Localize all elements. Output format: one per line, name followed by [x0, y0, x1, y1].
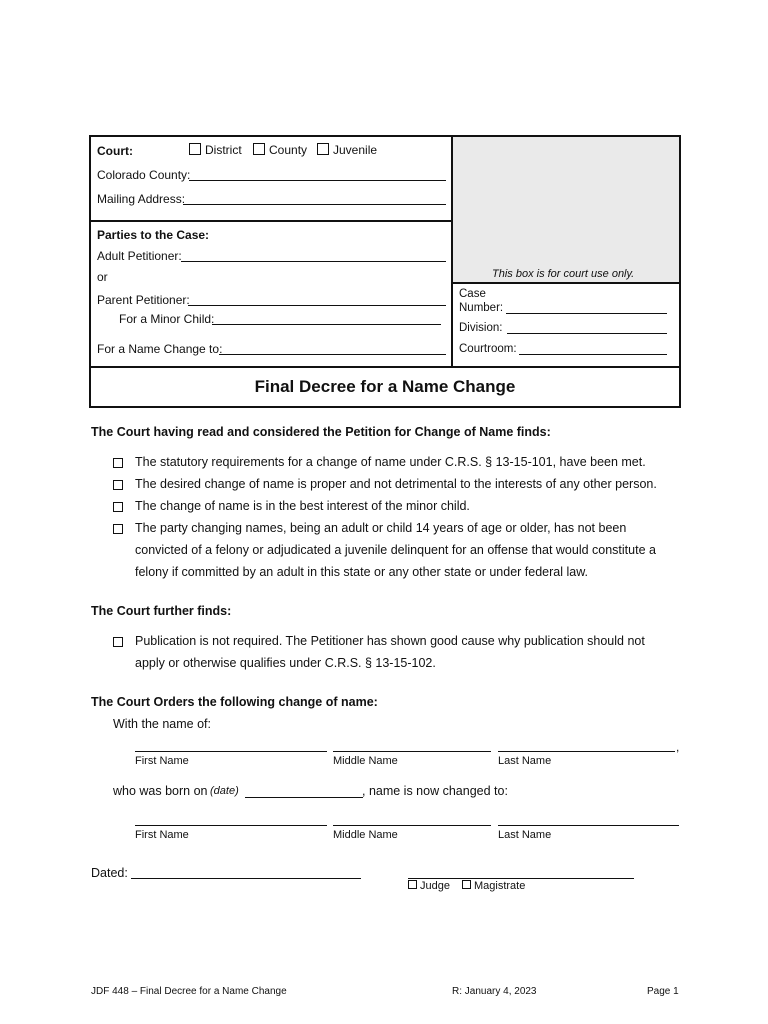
case-label-line1: Case [459, 288, 486, 300]
name-comma: , [676, 740, 680, 754]
judge-label: Judge [420, 880, 450, 892]
district-checkbox[interactable] [189, 143, 201, 155]
juvenile-checkbox[interactable] [317, 143, 329, 155]
court-option-county[interactable] [253, 143, 307, 157]
name-change-to-label: For a Name Change to: [97, 342, 223, 356]
county-label: County [269, 143, 308, 157]
division-field[interactable] [507, 333, 667, 334]
court-option-district[interactable] [189, 143, 242, 157]
finding-2-checkbox[interactable] [113, 480, 123, 490]
new-first-name-label: First Name [135, 829, 189, 841]
footer-revision: R: January 4, 2023 [452, 986, 537, 997]
court-use-box [453, 137, 679, 283]
current-first-name-label: First Name [135, 755, 189, 767]
county-checkbox[interactable] [253, 143, 265, 155]
current-first-name-field[interactable] [135, 751, 327, 752]
case-label-line2: Number: [459, 302, 504, 314]
born-prefix: who was born on [113, 784, 208, 798]
findings-heading: The Court having read and considered the Petition for Change of Name finds: [91, 425, 551, 439]
footer-form-id: JDF 448 – Final Decree for a Name Change [91, 986, 287, 997]
adult-petitioner-label: Adult Petitioner: [97, 249, 182, 263]
finding-3-checkbox[interactable] [113, 502, 123, 512]
page-title: Final Decree for a Name Change [254, 377, 516, 396]
parent-petitioner-label: Parent Petitioner: [97, 293, 190, 307]
current-middle-name-label: Middle Name [333, 755, 398, 767]
minor-child-field[interactable] [212, 324, 441, 325]
finding-2: The desired change of name is proper and not detrimental to the interests of any other person. [135, 477, 657, 491]
or-label: or [97, 270, 108, 284]
finding-1-checkbox[interactable] [113, 458, 123, 468]
current-last-name-field[interactable] [498, 751, 675, 752]
dated-label: Dated: [91, 866, 128, 880]
county-field-label: Colorado County: [97, 168, 191, 182]
magistrate-label: Magistrate [474, 880, 526, 892]
caption-divider-parties [91, 220, 451, 222]
current-middle-name-field[interactable] [333, 751, 491, 752]
juvenile-label: Juvenile [333, 143, 378, 157]
publication-checkbox[interactable] [113, 637, 123, 647]
publication-finding: Publication is not required. The Petitioner has shown good cause why publication should not apply or otherwise qualifies under C.R.S. § 13-15-102. [135, 634, 645, 670]
new-middle-name-field[interactable] [333, 825, 491, 826]
county-field[interactable] [189, 180, 446, 181]
courtroom-label: Courtroom: [459, 343, 517, 355]
dated-field[interactable] [131, 878, 361, 879]
finding-1: The statutory requirements for a change of name under C.R.S. § 13-15-101, have been met. [135, 455, 646, 469]
new-first-name-field[interactable] [135, 825, 327, 826]
judge-checkbox[interactable] [408, 880, 417, 889]
magistrate-option[interactable] [462, 880, 525, 892]
further-heading: The Court further finds: [91, 604, 232, 618]
finding-4: The party changing names, being an adult or child 14 years of age or older, has not been convicted of a felony or adjudicated a juvenile delinquent for an offense that would constitute a felony if committed by an adult in this state or any other state or under federal law. [135, 521, 656, 579]
mailing-address-field[interactable] [183, 204, 446, 205]
caption-vertical-divider [451, 137, 453, 367]
division-label: Division: [459, 322, 503, 334]
caption-divider-title [91, 366, 679, 368]
judge-signature-field[interactable] [408, 878, 634, 879]
born-date-label: (date) [210, 785, 239, 797]
courtroom-field[interactable] [519, 354, 667, 355]
orders-heading: The Court Orders the following change of name: [91, 695, 378, 709]
finding-4-checkbox[interactable] [113, 524, 123, 534]
finding-3: The change of name is in the best interest of the minor child. [135, 499, 470, 513]
judge-option[interactable] [408, 880, 450, 892]
court-option-juvenile[interactable] [317, 143, 377, 157]
magistrate-checkbox[interactable] [462, 880, 471, 889]
current-last-name-label: Last Name [498, 755, 552, 767]
new-middle-name-label: Middle Name [333, 829, 398, 841]
court-label: Court: [97, 144, 133, 158]
caption-divider-case [453, 282, 679, 284]
name-change-to-field[interactable] [219, 354, 446, 355]
mailing-address-label: Mailing Address: [97, 192, 186, 206]
with-name-label: With the name of: [113, 717, 211, 731]
footer-page-number: Page 1 [647, 986, 679, 997]
parties-label: Parties to the Case: [97, 228, 210, 242]
born-suffix: , name is now changed to: [362, 784, 508, 798]
parent-petitioner-field[interactable] [188, 305, 446, 306]
court-use-note: This box is for court use only. [492, 268, 635, 280]
district-label: District [205, 143, 242, 157]
minor-child-label: For a Minor Child: [119, 312, 215, 326]
new-last-name-field[interactable] [498, 825, 679, 826]
birth-date-field[interactable] [245, 797, 363, 798]
new-last-name-label: Last Name [498, 829, 552, 841]
case-number-field[interactable] [506, 313, 667, 314]
adult-petitioner-field[interactable] [181, 261, 446, 262]
